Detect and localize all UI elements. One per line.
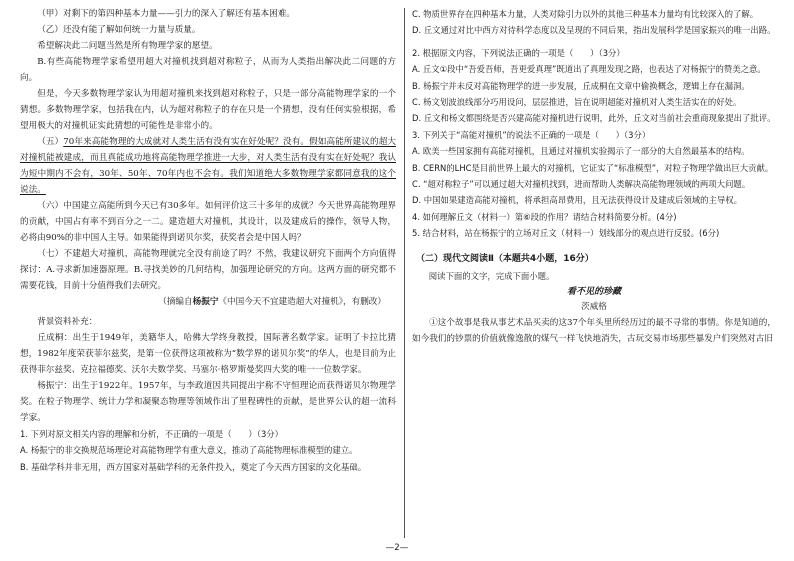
reading-instruction: 阅读下面的文字，完成下面小题。 xyxy=(428,270,555,281)
article-para-1: ①这个故事是我从事艺术品买卖的这37个年头里所经历过的最不寻常的事情。你是知道的，如今我们的钞票的价值就像逸散的煤气一样飞快地消失，古玩交易市场那些暴发户们突然对古旧 xyxy=(412,318,776,345)
question-1-option-b: B. 基础学科并非无用，西方国家对基础学科的无条件投入，奠定了今天西方国家的文化基础。 xyxy=(20,461,367,472)
question-2-option-a: A. 丘文①段中“吾爱吾师，吾更爱真理”既道出了真理发现之路，也表达了对杨振宁的赞美之意。 xyxy=(412,64,766,75)
para-five xyxy=(20,134,396,198)
background-yang: 杨振宁：出生于1922年。1957年，与李政道因共同提出宇称不守恒理论而获得诺贝尔物理学奖。在粒子物理学、统计力学和凝聚态物理等领域作出了里程碑性的贡献，是世界公认的超一流科学家。 xyxy=(20,381,396,423)
question-3-option-a: A. 欧美一些国家拥有高能对撞机，且通过对撞机实验揭示了一部分的大自然最基本的结构。 xyxy=(412,146,750,157)
article-title: 看不见的珍藏 xyxy=(566,287,621,298)
background-yau: 丘成桐：出生于1949年，美籍华人，哈佛大学终身教授，国际著名数学家。证明了卡拉比猜想，1982年度荣获菲尔兹奖，是第一位获得这项被称为“数学界的诺贝尔奖”的华人，也是目前为止获得菲尔兹奖、克拉福德奖、沃尔夫数学奖、马塞尔·格罗斯曼奖四大奖的唯一一位数学家。 xyxy=(20,333,396,375)
question-1-option-c: C. 物质世界存在四种基本力量，人类对除引力以外的其他三种基本力量均有比较深入的了解。 xyxy=(412,9,759,19)
article-author: 茨威格 xyxy=(581,302,607,313)
question-1-option-a: A. 杨振宁的非交换规范场理论对高能物理学有重大意义，推动了高能物理标准模型的建立。 xyxy=(20,445,358,456)
para-yi: （乙）还没有能了解如何统一力量与质量。 xyxy=(37,25,201,35)
source-citation: （摘编自杨振宁《中国今天不宜建造超大对撞机》，有删改） xyxy=(158,297,386,307)
para-wish: 希望解决此二问题当然是所有物理学家的愿望。 xyxy=(37,41,218,51)
para-jia: （甲）对剩下的第四种基本力量——引力的深入了解还有基本困难。 xyxy=(37,9,296,19)
wavy-underline-text: 70年来高能物理的大成就对人类生活有没有实在好处呢？没有。假如高能所建议的超大对撞机能被建成，而且真能成功地将高能物理学推进一大步，对人类生活有没有实在好处呢？我认为短中期内不会有，30年、50年、70年内也不会有。 xyxy=(20,137,396,179)
section-heading-reading-2: （二）现代文阅读Ⅱ（本题共4小题，16分） xyxy=(416,253,594,264)
question-2-option-d: D. 丘文和杨文都围绕是否兴建高能对撞机进行说明，此外，丘文对当前社会重商现象提出了批评。 xyxy=(412,113,776,124)
para-but: 但是，今天多数物理学家认为用超对撞机来找到超对称粒子，只是一部分高能物理学家的一个猜想。多数物理学家，包括我在内，认为超对称粒子的存在只是一个猜想，没有任何实验根据，希望用极大的对撞机证实此猜想的可能性是非常小的。 xyxy=(20,89,396,131)
underlined-claim: 我们知道绝大多数物理学家都同意我的这个说法。 xyxy=(20,169,396,195)
question-3-option-c: C. “超对称粒子”可以通过超大对撞机找到，进而帮助人类解决高能物理领域的两项大问题。 xyxy=(412,179,751,190)
question-1-option-d: D. 丘文通过对比中西方对待科学态度以及呈现的不同后果，指出发展科学是国家振兴的唯一出路。 xyxy=(412,25,776,36)
para-seven-text: （七）不建超大对撞机，高能物理就完全没有前途了吗？不然，我建议研究下面两个方向值得探讨： xyxy=(20,249,396,275)
option-b-text: B.寻找美妙的几何结构，加强理论研究的方向。这两方面的研究都不需要花钱，目前十分值得我们去研究。 xyxy=(20,265,396,291)
source-title: 《中国今天不宜建造超大对撞机》，有删改） xyxy=(218,297,386,307)
para-six: （六）中国建立高能所到今天已有30多年。如何评价这三十多年的成就？今天世界高能物理界的贡献，中国占有率不到百分之一二。建造超大对撞机，其设计，以及建成后的操作，领导人物，必将由90%的非中国人主导。如果能得到诺贝尔奖，获奖者会是中国人吗？ xyxy=(20,201,396,243)
question-3-option-b: B. CERN的LHC是目前世界上最大的对撞机，它证实了“标准模型”，对粒子物理学做出巨大贡献。 xyxy=(412,162,774,173)
option-a-text: A.寻求新加速器原理。 xyxy=(46,265,134,275)
question-2-option-c: C. 杨文划波浪线部分巧用设问，层层推进，旨在说明超能对撞机对人类生活实在的好处。 xyxy=(412,97,742,108)
para-seven xyxy=(20,246,396,294)
right-column xyxy=(412,6,776,347)
question-3-option-d: D. 中国如果建造高能对撞机，将承担高昂费用，且无法获得设计及建成后领域的主导权。 xyxy=(412,195,743,206)
para-five-label: （五） xyxy=(37,137,64,147)
question-4: 4. 如何理解丘文（材料一）第⑥段的作用？请结合材料简要分析。(4分) xyxy=(412,211,677,222)
question-5: 5. 结合材料，站在杨振宁的立场对丘文（材料一）划线部分的观点进行反驳。(6分) xyxy=(412,228,720,239)
background-title: 背景资料补充： xyxy=(37,317,98,327)
left-column xyxy=(20,6,396,475)
column-divider xyxy=(404,8,405,538)
question-3: 3. 下列关于“高能对撞机”的说法不正确的一项是（ ）（3分） xyxy=(412,129,651,140)
source-author: 杨振宁 xyxy=(192,297,219,307)
page-number: —2— xyxy=(385,543,409,553)
para-b-claim: B.有些高能物理学家希望用超大对撞机找到超对称粒子，从而为人类指出解决此二问题的方向。 xyxy=(20,57,396,83)
question-2: 2. 根据原文内容，下列说法正确的一项是（ ）（3分） xyxy=(412,47,625,58)
question-1: 1. 下列对原文相关内容的理解和分析，不正确的一项是（ ）（3分） xyxy=(20,429,284,439)
question-2-option-b: B. 杨振宁并未反对高能物理学的进一步发展，丘成桐在文章中偷换概念，逻辑上存在漏洞。 xyxy=(412,80,750,91)
